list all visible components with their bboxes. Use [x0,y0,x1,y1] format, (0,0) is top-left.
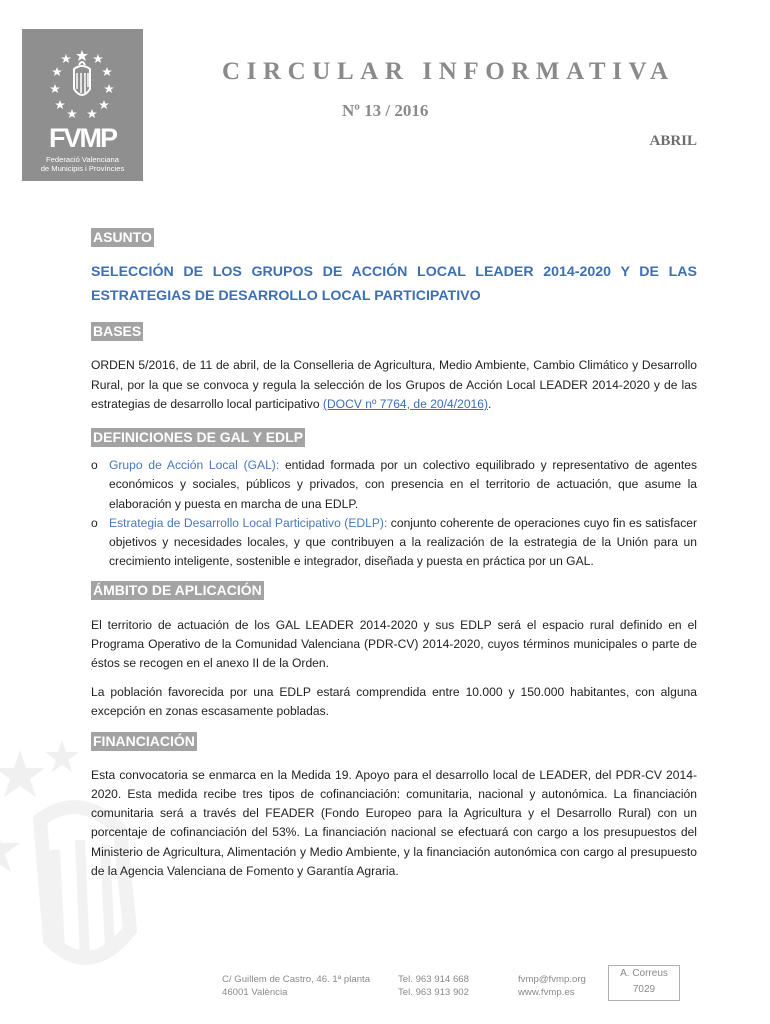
footer-po-box-number: 7029 [632,984,656,995]
circular-month: ABRIL [649,133,697,149]
footer-address-line1: C/ Guillem de Castro, 46. 1ª planta [222,974,371,985]
footer-website: www.fvmp.es [518,987,575,998]
footer-phones [398,973,469,999]
bases-paragraph [91,356,697,414]
page-footer [222,968,692,1007]
definition-text: conjunto coherente de operaciones cuyo fin es satisfacer objetivos y necesidades locales, y que contribuyen a la realización de la estrategia de la Unión para un crecimiento inteligente, sostenible e integrador, diseñada y puesta en práctica por un GAL. [109,515,697,569]
circular-number: Nº 13 / 2016 [342,101,429,120]
document-title: CIRCULAR INFORMATIVA [222,58,675,85]
footer-po-box-label: A. Correus [620,968,668,979]
document-body [91,228,697,881]
definition-term: Grupo de Acción Local (GAL): [109,458,280,473]
footer-address-line2: 46001 València [222,987,288,998]
definition-term: Estrategia de Desarrollo Local Participativo (EDLP): [109,515,388,530]
section-heading-financiacion: FINANCIACIÓN [93,732,195,749]
bullet-icon: o [91,515,98,530]
ambito-paragraph-2: La población favorecida por una EDLP estará comprendida entre 10.000 y 150.000 habitantes, con alguna excepción en zonas escasamente pobladas. [91,685,697,719]
footer-address [222,973,370,999]
list-item [91,514,697,572]
footer-phone-1: Tel. 963 914 668 [398,974,469,985]
fvmp-logo [22,29,143,181]
footer-email: fvmp@fvmp.org [518,974,586,985]
logo-subtitle-line1: Federació Valenciana [46,155,119,164]
bases-tail: . [488,396,492,411]
footer-po-box [608,965,680,1001]
docv-link[interactable]: (DOCV nº 7764, de 20/4/2016) [322,396,489,411]
list-item [91,456,697,514]
definitions-list [91,456,697,571]
logo-acronym: FVMP [48,123,116,153]
section-heading-bases: BASES [93,323,142,340]
definition-text: entidad formada por un colectivo equilibrado y representativo de agentes económicos y sociales, públicos y privados, con presencia en el territorio de actuación, que asume la elaboración y puesta en marcha de una EDLP. [109,458,697,511]
financiacion-paragraph: Esta convocatoria se enmarca en la Medida 19. Apoyo para el desarrollo local de LEADER, del PDR-CV 2014-2020. Esta medida recibe tres tipos de cofinanciación: comunitaria, nacional y autonómica. La financiación comunitaria será a través del FEADER (Fondo Europeo para la Agricultura y el Desarrollo Rural) con un porcentaje de cofinanciación del 53%. La financiación nacional se efectuará con cargo a los presupuestos del Ministerio de Agricultura, Alimentación y Medio Ambiente, y la financiación autonómica con cargo al presupuesto de la Agencia Valenciana de Fomento y Garantía Agraria. [91,767,697,878]
section-heading-ambito: ÁMBITO DE APLICACIÓN [93,582,262,599]
bases-text: ORDEN 5/2016, de 11 de abril, de la Conselleria de Agricultura, Medio Ambiente, Cambio Climático y Desarrollo Rural, por la que se convoca y regula la selección de los Grupos de Acción Local LEADER 2014-2020 y de las estrategias de desarrollo local participativo [91,358,697,411]
ambito-paragraph-1: El territorio de actuación de los GAL LEADER 2014-2020 y sus EDLP será el espacio rural definido en el Programa Operativo de la Comunidad Valenciana (PDR-CV) 2014-2020, cuyos términos municipales o parte de éstos se recogen en el anexo II de la Orden. [91,617,697,671]
logo-subtitle [26,156,139,173]
bullet-icon: o [91,458,98,473]
footer-contact [518,973,586,999]
subject-text: SELECCIÓN DE LOS GRUPOS DE ACCIÓN LOCAL LEADER 2014-2020 Y DE LAS ESTRATEGIAS DE DESARROLLO LOCAL PARTICIPATIVO [91,264,697,305]
logo-subtitle-line2: de Municipis i Províncies [40,163,125,173]
section-heading-asunto: ASUNTO [93,229,152,245]
footer-phone-2: Tel. 963 913 902 [398,987,469,998]
section-heading-definiciones: DEFINICIONES DE GAL Y EDLP [93,429,304,446]
